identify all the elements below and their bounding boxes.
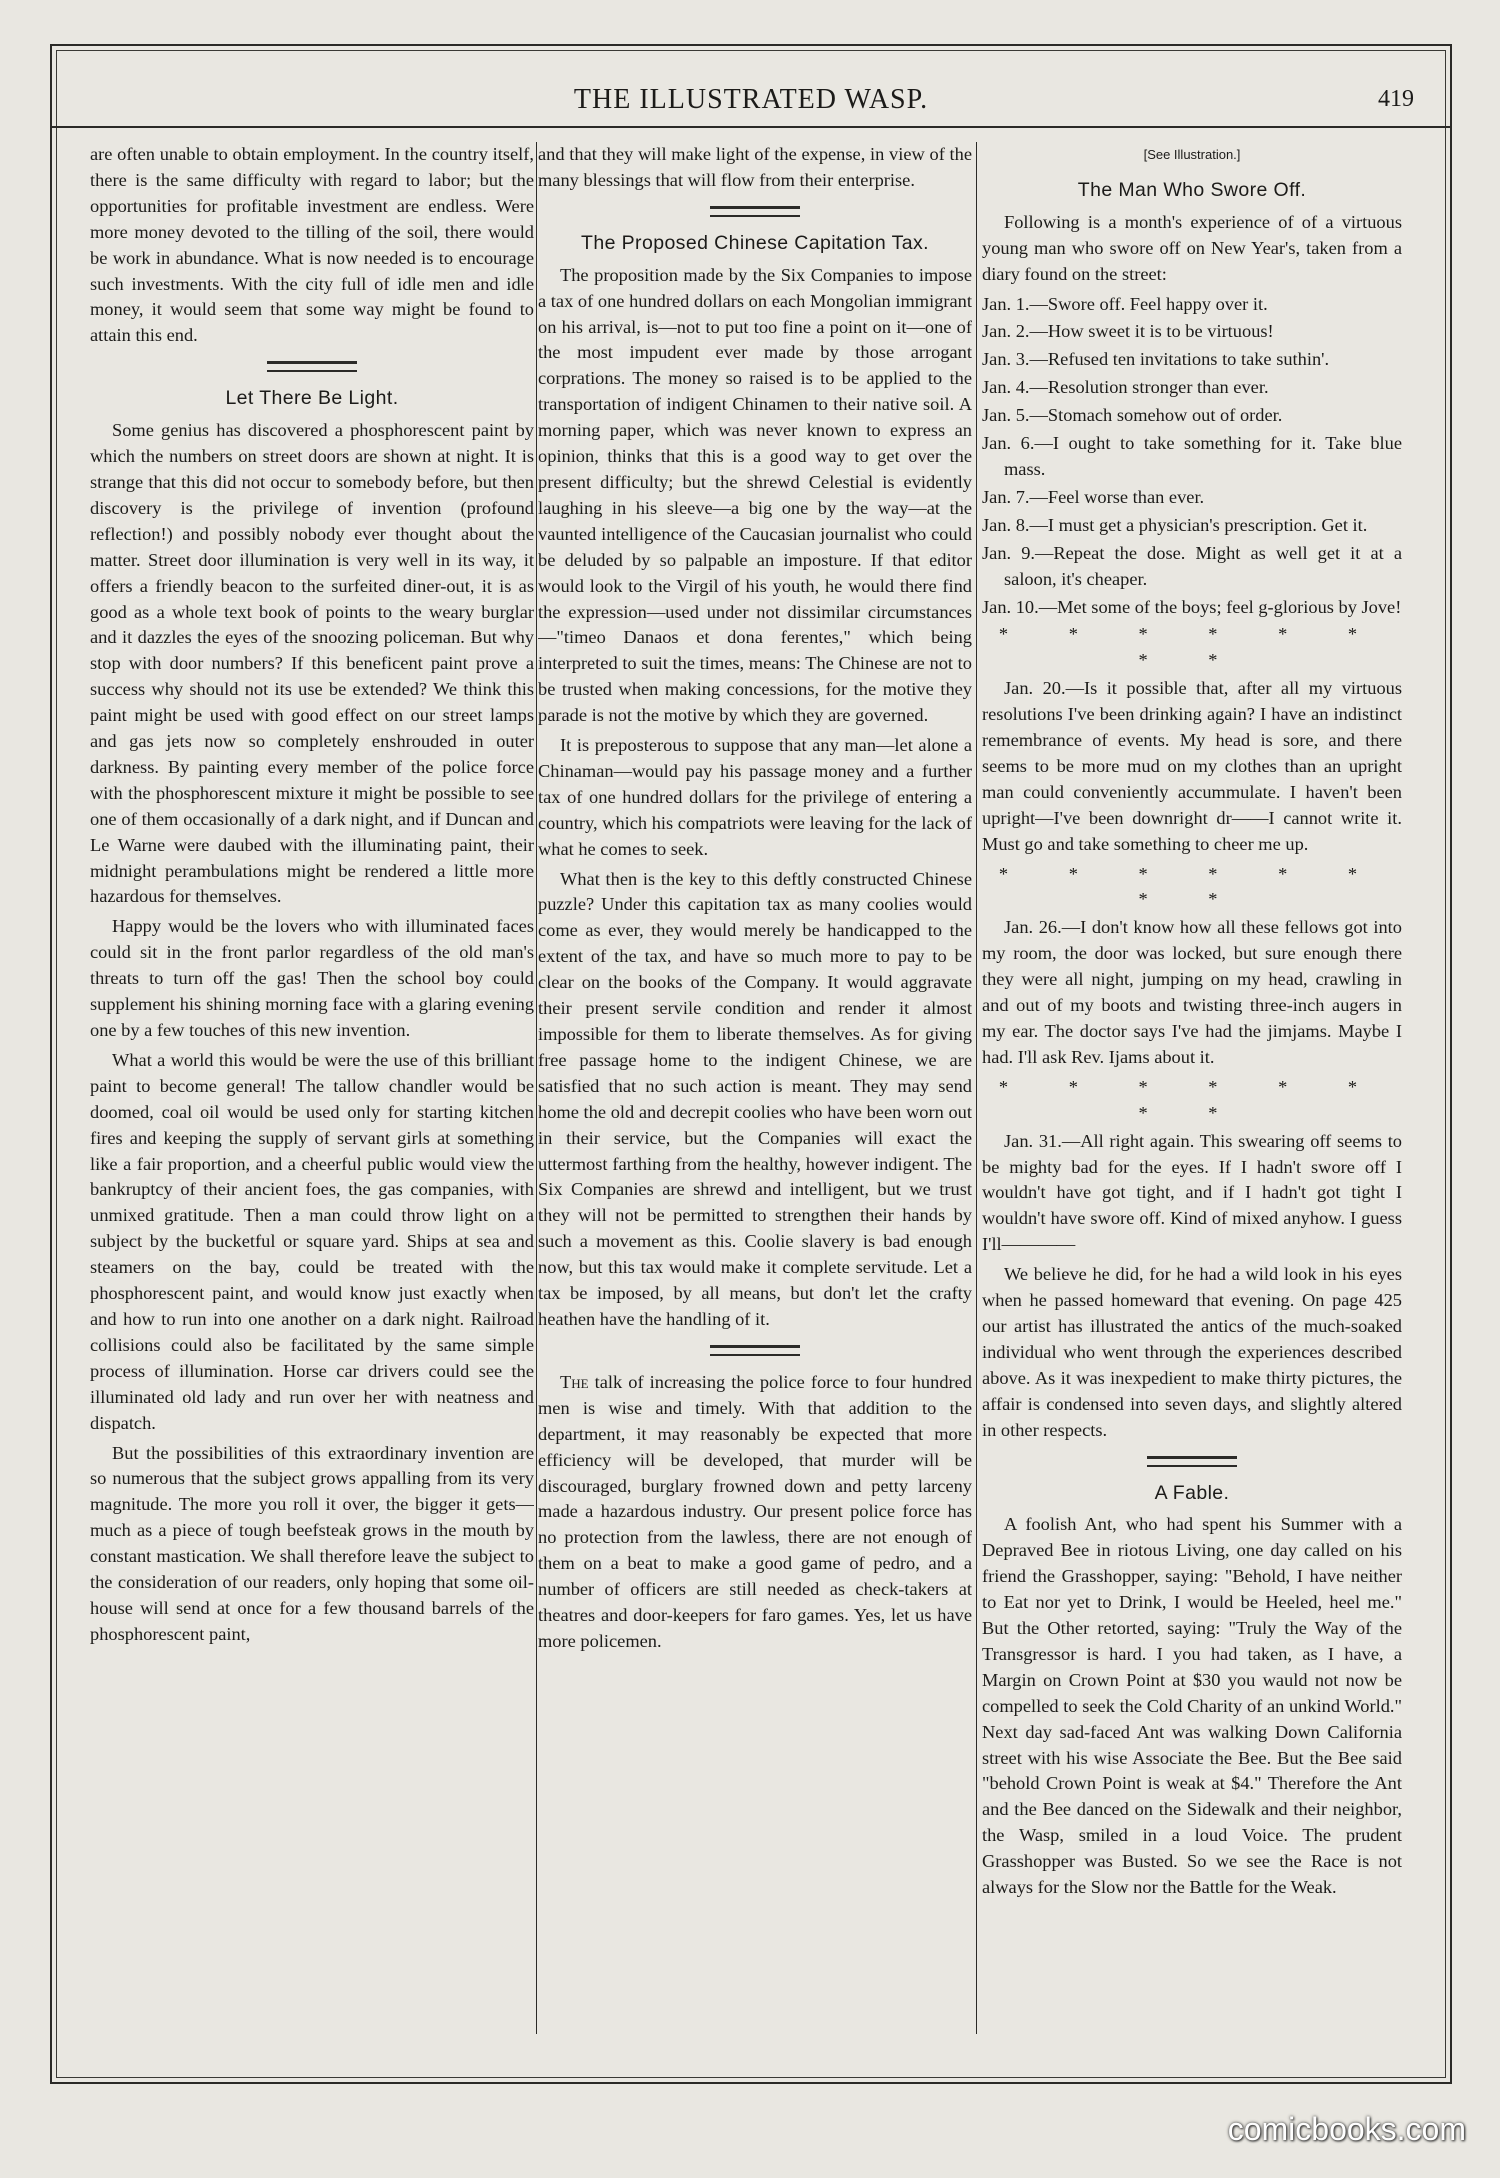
paragraph: What then is the key to this deftly constructed Chinese puzzle? Under this capitation tax as many coolies would come as ever, they would merely be handicapped to the extent of the tax, and have so much more to pay to be clear on the books of the Company. It would aggravate their present servile condition and render it almost impossible for them to liberate themselves. As for giving free passage home to the indigent Chinese, we are satisfied that no such action is meant. They may send home the old and decrepit coolies who have been worn out in their service, but the Companies will exact the uttermost farthing from the healthy, however indigent. The Six Companies are shrewd and intelligent, but we trust they will not be permitted to strengthen their hands by such a movement as this. Coolie slavery is bad enough now, but this tax would make it complete servitude. Let a tax be imposed, by all means, but don't let the crafty heathen have the handling of it. xyxy=(538,868,972,1329)
diary-entry: Jan. 6.—I ought to take something for it. Take blue mass. xyxy=(982,433,1402,479)
column-rule xyxy=(976,142,977,2034)
diary-entry: Jan. 8.—I must get a physician's prescription. Get it. xyxy=(982,514,1368,535)
diary-entry: Jan. 3.—Refused ten invitations to take suthin'. xyxy=(982,349,1330,370)
diary-entry: Jan. 31.—All right again. This swearing off seems to be mighty bad for the eyes. If I hadn't swore off I wouldn't have got tight, and if I hadn't got tight I wouldn't have swore off. Kind of mixed anyhow. I guess I'll———— xyxy=(982,1130,1402,1255)
lead-word: The xyxy=(560,1371,589,1392)
section-divider xyxy=(267,361,357,372)
paragraph: What a world this would be were the use of this brilliant paint to become general! The tallow chandler would be doomed, coal oil would be used only for starting kitchen fires and keeping the supply of servant girls at something like a fair proportion, and a cheerful public would view the bankruptcy of their ancient foes, the gas companies, with unmixed gratitude. Then a man could throw light on a subject by the bucketful or square yard. Ships at sea and steamers on the bay, could be treated with the phosphorescent paint, and would know just exactly when and how to run into one another on a dark night. Railroad collisions could also be facilitated by the same simple process of illumination. Horse car drivers could see the illuminated old lady and run over her with neatness and dispatch. xyxy=(90,1049,534,1433)
asterism: * * * * * * * * xyxy=(998,863,1386,910)
diary-entry: Jan. 1.—Swore off. Feel happy over it. xyxy=(982,293,1268,314)
diary-entry: Jan. 4.—Resolution stronger than ever. xyxy=(982,377,1269,398)
paragraph: Some genius has discovered a phosphorescent paint by which the numbers on street doors are shown at night. It is strange that this did not occur to somebody before, but then discovery is the privilege of invention (profound reflection!) and possibly nobody ever thought about the matter. Street door illumination is very well in its way, it offers a friendly beacon to the surfeited diner-out, it is as good as a whole text book of points to the weary burglar and it dazzles the eyes of the snoozing policeman. But why stop with door numbers? If this beneficent paint prove a success why should not its use be extended? We think this paint might be used with good effect on our street lamps and gas jets now so completely enshrouded in outer darkness. By painting every member of the police force with the phosphorescent mixture it might be possible to see one of them occasionally of a dark night, and if Duncan and Le Warne were daubed with the illuminating paint, their midnight perambulations might be rendered a little more hazardous for themselves. xyxy=(90,420,534,907)
section-divider xyxy=(710,206,800,217)
asterism: * * * * * * * * xyxy=(998,624,1386,671)
paragraph: It is preposterous to suppose that any man—let alone a Chinaman—would pay his passage money and a further tax of one hundred dollars for the privilege of entering a country, which his compatriots were leaving for the lack of what he comes to seek. xyxy=(538,735,972,859)
paragraph: But the possibilities of this extraordinary invention are so numerous that the subject grows appalling from its very magnitude. The more you roll it over, the bigger it gets—much as a piece of tough beefsteak grows in the mouth by constant mastication. We shall therefore leave the subject to the consideration of our readers, only hoping that some oil-house will send at once for a few thousand barrels of the phosphorescent paint, xyxy=(90,1442,534,1644)
paragraph: A foolish Ant, who had spent his Summer with a Depraved Bee in riotous Living, one day called on his friend the Grasshopper, saying: "Behold, I have neither to Eat nor yet to Drink, I would be Heeled, heel me." But the Other retorted, saying: "Truly the Way of the Transgressor is hard. I you had taken, as I have, a Margin on Crown Point at $30 you wauld not now be compelled to seek the Cold Charity of an unkind World." Next day sad-faced Ant was walking Down California street with his wise Associate the Bee. But the Bee said "behold Crown Point is weak at $4." Therefore the Ant and the Bee danced on the Sidewalk and their neighbor, the Wasp, smiled in a loud Voice. The prudent Grasshopper was Busted. So we see the Race is not always for the Slow nor the Battle for the Weak. xyxy=(982,1514,1402,1898)
paragraph-text: talk of increasing the police force to four hundred men is wise and timely. With that addition to the department, it may reasonably be expected that more efficiency will be developed, that murder will be discouraged, burglary frowned down and petty larceny made a hazardous industry. Our present police force has no protection from the lawless, there are not enough of them on a beat to make a good game of pedro, and a number of officers are still needed as check-takers at theatres and door-keepers for faro games. Yes, let us have more policemen. xyxy=(538,1371,972,1651)
section-divider xyxy=(1147,1456,1237,1467)
column-rule xyxy=(536,142,537,2034)
paragraph xyxy=(538,1370,972,1655)
article-heading: The Man Who Swore Off. xyxy=(1077,178,1307,201)
page-header xyxy=(52,82,1450,128)
article-continuation: and that they will make light of the expense, in view of the many blessings that will flow from their enterprise. xyxy=(538,144,972,190)
section-divider xyxy=(710,1345,800,1356)
column-right xyxy=(982,142,1402,2034)
paragraph: Following is a month's experience of of a virtuous young man who swore off on New Year's, taken from a diary found on the street: xyxy=(982,211,1402,284)
paragraph: The proposition made by the Six Companies to impose a tax of one hundred dollars on each Mongolian immigrant on his arrival, is—not to put too fine a point on it—one of the most impudent ever made by those arrogant corprations. The money so raised is to be applied to the transportation of indigent Chinamen to their native soil. A morning paper, which was never known to express an opinion, thinks that this is a good way to get over the present difficulty; but the shrewd Celestial is evidently laughing in his sleeve—a big one by the way—at the vaunted intelligence of the Caucasian journalist who could be deluded by so palpable an imposture. If that editor would look to the Virgil of his youth, he would there find the expression—used under not dissimilar circumstances—"timeo Danaos et dona ferentes," which being interpreted to suit the times, means: The Chinese are not to be trusted when making concessions, for the motive they parade is not the motive by which they are governed. xyxy=(538,264,972,726)
asterism: * * * * * * * * xyxy=(998,1076,1386,1123)
page-title: THE ILLUSTRATED WASP. xyxy=(573,84,929,115)
illustration-note: [See Illustration.] xyxy=(1143,147,1241,162)
diary-entry: Jan. 10.—Met some of the boys; feel g-glorious by Jove! xyxy=(982,596,1402,617)
column-left xyxy=(90,142,534,2034)
paragraph: We believe he did, for he had a wild look in his eyes when he passed homeward that evening. On page 425 our artist has illustrated the antics of the much-soaked individual who went through the experiences described above. As it was inexpedient to make thirty pictures, the affair is condensed into seven days, and slightly altered in other respects. xyxy=(982,1264,1402,1440)
diary-entry: Jan. 26.—I don't know how all these fellows got into my room, the door was locked, but sure enough there they were all night, jumping on my head, crawling in and out of my boots and twisting three-inch augers in my ear. The doctor says I've had the jimjams. Maybe I had. I'll ask Rev. Ijams about it. xyxy=(982,917,1402,1067)
site-watermark: comicbooks.com xyxy=(1227,2111,1466,2147)
diary-entry: Jan. 20.—Is it possible that, after all my virtuous resolutions I've been drinking again? I have an indistinct remembrance of events. My head is sore, and there seems to be more mud on my clothes than an upright man could conveniently accummulate. I haven't been upright—I've been downright dr——I cannot write it. Must go and take something to cheer me up. xyxy=(982,678,1402,854)
article-continuation: are often unable to obtain employment. In the country itself, there is the same difficulty with regard to labor; but the opportunities for profitable investment are endless. Were more money devoted to the tilling of the soil, there would be work in abundance. What is now needed is to encourage such investments. With the city full of idle men and idle money, it would seem that some way might be found to attain this end. xyxy=(90,144,534,346)
article-heading: A Fable. xyxy=(1154,1481,1230,1504)
paragraph: Happy would be the lovers who with illuminated faces could sit in the front parlor regardless of the old man's threats to turn off the gas! Then the school boy could supplement his shining morning face with a glaring evening one by a few touches of this new invention. xyxy=(90,916,534,1040)
diary-entry: Jan. 9.—Repeat the dose. Might as well get it at a saloon, it's cheaper. xyxy=(982,542,1402,589)
diary-entry: Jan. 2.—How sweet it is to be virtuous! xyxy=(982,321,1274,342)
diary-entry: Jan. 7.—Feel worse than ever. xyxy=(982,486,1205,507)
article-heading: Let There Be Light. xyxy=(225,387,399,410)
column-middle xyxy=(538,142,972,2034)
page-number: 419 xyxy=(1378,86,1414,112)
diary-entry: Jan. 5.—Stomach somehow out of order. xyxy=(982,405,1283,426)
article-heading: The Proposed Chinese Capitation Tax. xyxy=(581,231,929,254)
magazine-page xyxy=(50,44,1452,2084)
